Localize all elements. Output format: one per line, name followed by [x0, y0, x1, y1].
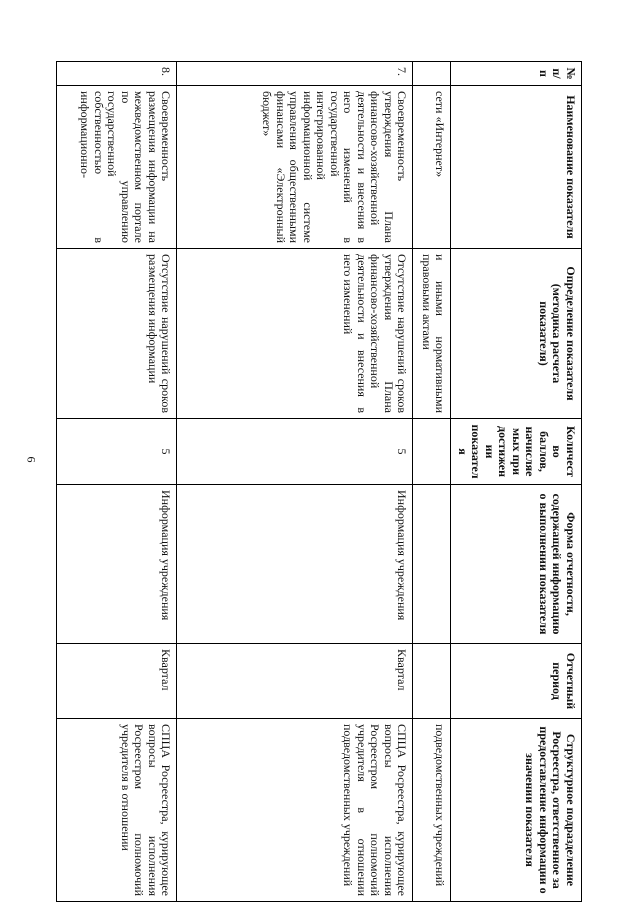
- cell-report-form: Информация учреждения: [57, 485, 177, 644]
- cell-period: Квартал: [177, 644, 413, 719]
- cell-name: Своевременность утверждения Плана финансово-хозяйственной деятельности и внесения в него изменений в государственной интегрированной информационной системе управления общественными финансами «Электронный бюджет»: [177, 86, 413, 249]
- header-period: Отчетный период: [451, 644, 582, 719]
- table-row: [413, 62, 451, 902]
- table-row: [57, 62, 177, 902]
- header-num: № п/п: [451, 62, 582, 86]
- cell-report-form: [413, 485, 451, 644]
- cell-period: [413, 644, 451, 719]
- cell-report-form: Информация учреждения: [177, 485, 413, 644]
- header-report-form: Форма отчетности, содержащей информацию о выполнении показателя: [451, 485, 582, 644]
- cell-num: 8.: [57, 62, 177, 86]
- table-header-row: [451, 62, 582, 902]
- cell-unit: СПЦА Росреестра, курирующее вопросы исполнения Росреестром полномочий учредителя в отношении подведомственных учреждений: [177, 719, 413, 902]
- page-number: 6: [24, 456, 39, 463]
- header-points: Количество баллов, начисляемых при достижении показателя: [451, 419, 582, 485]
- rotated-table-container: [58, 61, 582, 901]
- cell-unit: СПЦА Росреестра, курирующее вопросы исполнения Росреестром полномочий учредителя в отношении: [57, 719, 177, 902]
- cell-points: [413, 419, 451, 485]
- cell-points: 5: [57, 419, 177, 485]
- cell-name: сети «Интернет»: [413, 86, 451, 249]
- cell-definition: и иными нормативными правовыми актами: [413, 249, 451, 419]
- header-definition: Определение показателя (методика расчета показателя): [451, 249, 582, 419]
- cell-definition: Отсутствие нарушений сроков размещения информации: [57, 249, 177, 419]
- cell-points: 5: [177, 419, 413, 485]
- cell-period: Квартал: [57, 644, 177, 719]
- table-row: [177, 62, 413, 902]
- cell-definition: Отсутствие нарушений сроков утверждения Плана финансово-хозяйственной деятельности и внесения в него изменений: [177, 249, 413, 419]
- indicators-table: [57, 61, 583, 902]
- cell-name: Своевременность размещения информации на межведомственном портале по управлению государственной собственностью в информационно-: [57, 86, 177, 249]
- header-unit: Структурное подразделение Росреестра, ответственное за предоставление информации о значении показателя: [451, 719, 582, 902]
- header-name: Наименование показателя: [451, 86, 582, 249]
- cell-num: 7.: [177, 62, 413, 86]
- cell-unit: подведомственных учреждений: [413, 719, 451, 902]
- cell-num: [413, 62, 451, 86]
